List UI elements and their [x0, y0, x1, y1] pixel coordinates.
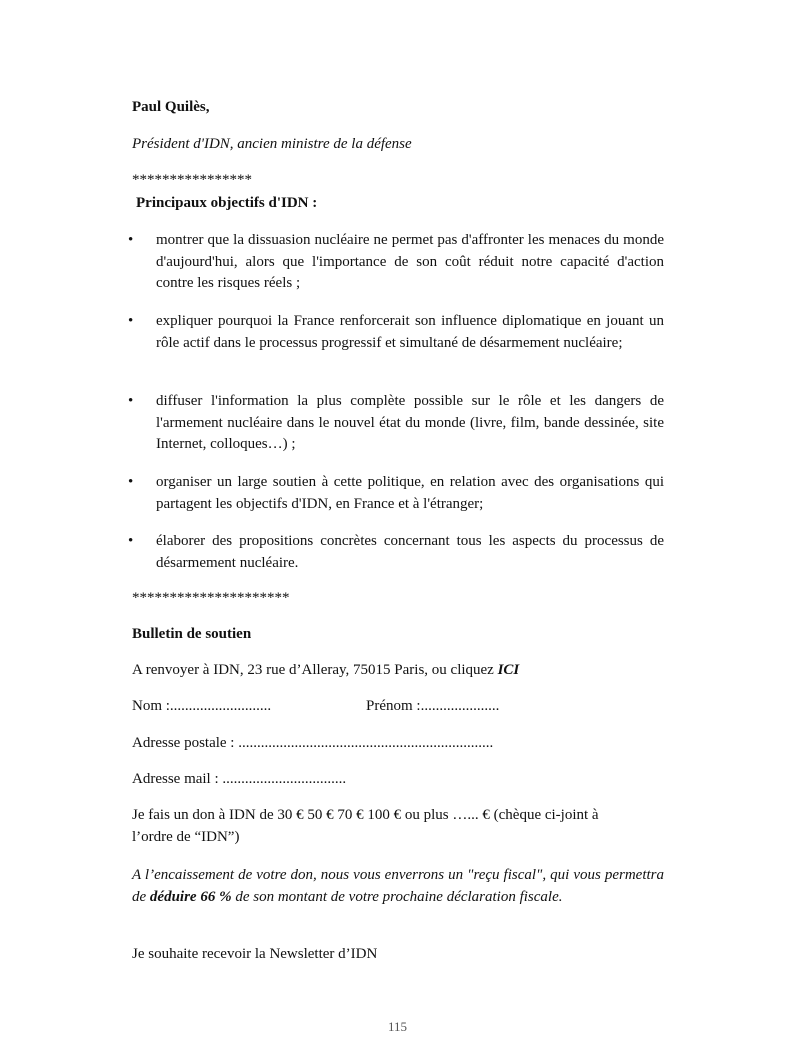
bullet-icon: • [128, 313, 134, 329]
newsletter-option[interactable]: Je souhaite recevoir la Newsletter d’IDN [132, 946, 378, 962]
fiscal-deduction: déduire 66 % [149, 888, 232, 905]
bullet-icon: • [128, 232, 134, 248]
author-role: Président d'IDN, ancien ministre de la défense [132, 136, 412, 152]
page-number: 115 [387, 1019, 408, 1034]
objectives-title: Principaux objectifs d'IDN : [136, 195, 318, 211]
donation-line: Je fais un don à IDN de 30 € 50 € 70 € 100 € ou plus …... € (chèque ci-joint à [132, 807, 599, 823]
nom-field[interactable]: Nom :........................... [132, 698, 272, 714]
ici-link[interactable]: ICI [497, 662, 520, 678]
bullet-icon: • [128, 393, 134, 409]
objective-text: diffuser l'information la plus complète possible sur le rôle et les dangers de l'armement nucléaire dans le nouvel état du monde (livre, film, bande dessinée, site Internet, colloques…) ; [156, 393, 664, 452]
fiscal-note [132, 865, 664, 908]
bullet-icon: • [128, 533, 134, 549]
bulletin-title: Bulletin de soutien [132, 626, 252, 642]
email-field[interactable]: Adresse mail : ................................. [132, 771, 347, 787]
objective-text: élaborer des propositions concrètes concernant tous les aspects du processus de désarmement nucléaire. [156, 533, 664, 571]
fiscal-text-2: de son montant de votre prochaine déclaration fiscale. [231, 888, 563, 905]
objective-text: expliquer pourquoi la France renforcerait son influence diplomatique en jouant un rôle actif dans le processus progressif et simultané de désarmement nucléaire; [156, 313, 664, 351]
objective-text: montrer que la dissuasion nucléaire ne permet pas d'affronter les menaces du monde d'aujourd'hui, alors que l'importance de son coût réduit notre capacité d'action contre les risques réels ; [156, 232, 664, 291]
objective-text: organiser un large soutien à cette politique, en relation avec des organisations qui partagent les objectifs d'IDN, en France et à l'étranger; [156, 474, 664, 512]
prenom-field[interactable]: Prénom :..................... [366, 698, 500, 714]
bulletin-address [132, 662, 519, 679]
postal-address-field[interactable]: Adresse postale : .................................................................... [132, 735, 494, 751]
fiscal-text-1: A l’encaissement de votre don, nous vous enverrons un "reçu fiscal", qui vous permettra de [132, 867, 664, 905]
separator-stars: ********************* [132, 590, 290, 606]
separator-stars: **************** [132, 172, 252, 188]
donation-line-2: l’ordre de “IDN”) [132, 829, 240, 845]
author-name: Paul Quilès, [132, 99, 210, 115]
address-text: A renvoyer à IDN, 23 rue d’Alleray, 75015 Paris, ou cliquez [132, 662, 498, 678]
bullet-icon: • [128, 474, 134, 490]
